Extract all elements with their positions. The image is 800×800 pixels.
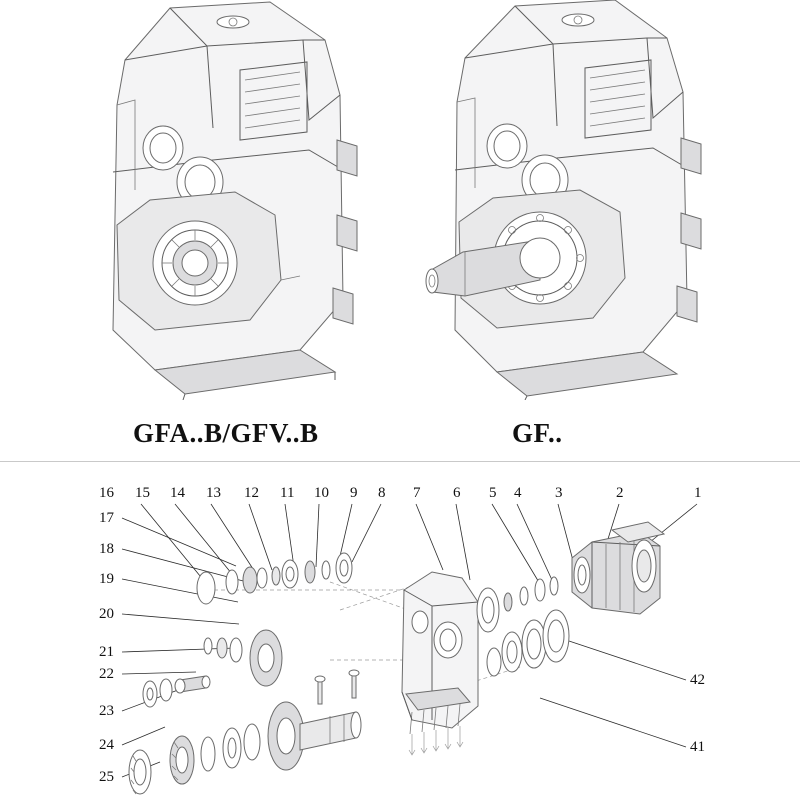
callout-10: 10 — [314, 485, 329, 501]
callout-14: 14 — [170, 485, 185, 501]
callout-4: 4 — [514, 485, 522, 501]
callout-6: 6 — [453, 485, 461, 501]
exploded-view — [0, 462, 800, 800]
callout-7: 7 — [413, 485, 421, 501]
gearbox-figure-left — [95, 0, 385, 400]
callout-41: 41 — [690, 739, 705, 755]
callout-23: 23 — [99, 703, 114, 719]
gearbox-housing-with-output-shaft-illustration — [405, 0, 715, 400]
callout-5: 5 — [489, 485, 497, 501]
callout-19: 19 — [99, 571, 114, 587]
gearbox-figure-right — [405, 0, 715, 400]
callout-2: 2 — [616, 485, 624, 501]
callout-18: 18 — [99, 541, 114, 557]
callout-13: 13 — [206, 485, 221, 501]
callout-17: 17 — [99, 510, 114, 526]
callout-11: 11 — [280, 485, 295, 501]
callout-3: 3 — [555, 485, 563, 501]
callout-16: 16 — [99, 485, 114, 501]
callout-24: 24 — [99, 737, 114, 753]
callout-21: 21 — [99, 644, 114, 660]
callout-15: 15 — [135, 485, 150, 501]
callout-12: 12 — [244, 485, 259, 501]
exploded-assembly-illustration — [0, 462, 800, 800]
caption-right: GF.. — [512, 418, 563, 448]
caption-left: GFA..B/GFV..B — [133, 418, 319, 448]
callout-22: 22 — [99, 666, 114, 682]
callout-1: 1 — [694, 485, 702, 501]
callout-20: 20 — [99, 606, 114, 622]
callout-8: 8 — [378, 485, 386, 501]
callout-25: 25 — [99, 769, 114, 785]
gearbox-housing-illustration — [95, 0, 385, 400]
callout-9: 9 — [350, 485, 358, 501]
callout-42: 42 — [690, 672, 705, 688]
